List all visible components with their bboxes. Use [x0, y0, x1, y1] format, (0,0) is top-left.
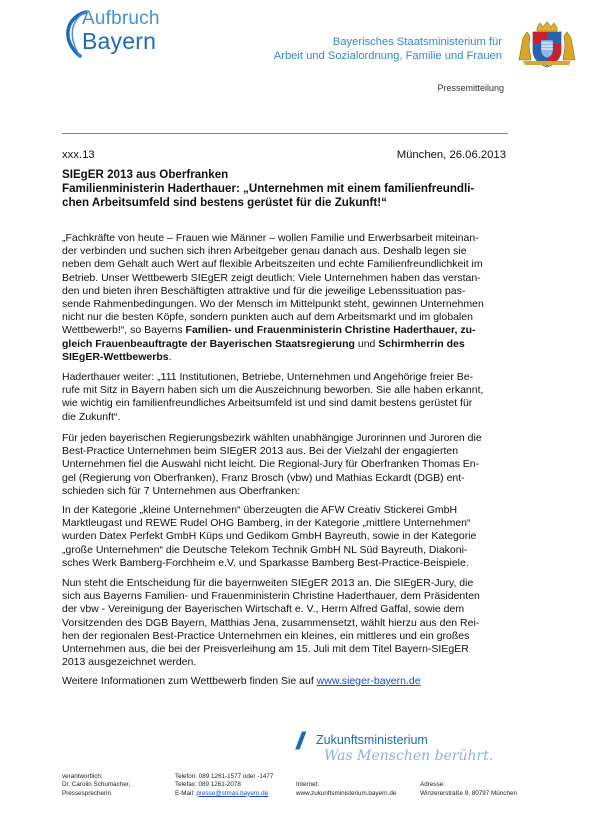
paragraph-6 [62, 675, 508, 688]
text-line: neben dem Gehalt auch Wert auf flexible Arbeitszeiten und echte Familienfreundlichkeit im [62, 258, 483, 271]
bold-span: Schirmherrin des [378, 337, 465, 350]
text-line [62, 324, 508, 337]
text-line: der verbinden und suchen sich ihren Arbeitgeber genau danach aus. Deshalb legen sie [62, 245, 467, 258]
text-line: „große Unternehmen“ die Deutsche Telekom Technik GmbH NL Süd Bayreuth, Diakoni- [62, 543, 468, 556]
footer-phone: Telefon: 089 1261-1577 oder -1477 [175, 773, 274, 780]
text-line: hen der regionalen Best-Practice Unternehmen ein kleines, ein mittleres und ein großes [62, 629, 470, 642]
text-line: den und bieten ihren Beschäftigten attraktive und für die jeweilige Lebenssituation pas- [62, 284, 466, 297]
text-span: Wettbewerb!“, so Bayerns [62, 324, 186, 337]
text-line: Für jeden bayerischen Regierungsbezirk wählten unabhängige Jurorinnen und Juroren die [62, 432, 482, 444]
title-line-1: SIEgER 2013 aus Oberfranken [62, 168, 229, 181]
footer-address [420, 773, 517, 798]
logo-text-bayern: Bayern [82, 28, 157, 54]
text-line: Unternehmen aus, die bei der Preisverleihung am 15. Juli mit dem Titel Bayern-SIEgER [62, 643, 469, 656]
text-line: Haderthauer weiter: „111 Institutionen, Betriebe, Unternehmen und Angehörige freier Be- [62, 371, 474, 383]
footer-label: verantwortlich: [62, 773, 103, 780]
text-line: Marktleugast und REWE Rudel OHG Bamberg, in der Kategorie „mittlere Unternehmen“ [62, 517, 471, 530]
reference-number: xxx.13 [62, 149, 95, 161]
text-line: sches Werk Bamberg-Forchheim e.V. und Sparkasse Bamberg Best-Practice-Beispiele. [62, 556, 469, 569]
text-line: In der Kategorie „kleine Unternehmen“ überzeugten die AFW Creativ Stickerei GmbH [62, 504, 458, 516]
bold-span: SIEgER-Wettbewerbs [62, 350, 169, 363]
ministry-line-2: Arbeit und Sozialordnung, Familie und Frauen [273, 50, 502, 62]
text-span: Weitere Informationen zum Wettbewerb finden Sie auf [62, 675, 317, 687]
footer-email [175, 790, 273, 798]
logo-text-aufbruch: Aufbruch [82, 8, 160, 29]
footer-label: Internet: [296, 781, 320, 789]
text-line: Nun steht die Entscheidung für die bayernweiten SIEgER 2013 an. Die SIEgER-Jury, die [62, 577, 474, 589]
header-divider [62, 133, 508, 134]
email-label: E-Mail: [175, 789, 197, 797]
text-line: gel (Regierung von Oberfranken), Franz Brosch (vbw) und Mathias Eckardt (DGB) ent- [62, 471, 465, 484]
press-email-link[interactable]: presse@stmas.bayern.de [196, 789, 269, 797]
paragraph-3 [62, 432, 508, 498]
ministry-line-1: Bayerisches Staatsministerium für [332, 36, 502, 48]
footer-fax: Telefax: 089 1261-2078 [175, 781, 241, 789]
footer-spacer [296, 773, 396, 781]
bavarian-coat-of-arms-icon [515, 20, 579, 70]
text-line: Best-Practice Unternehmen beim SIEgER 2013 aus. Bei der Vielzahl der engagierten [62, 445, 459, 458]
text-span: und [354, 337, 379, 350]
press-release-title [62, 168, 508, 210]
text-line [62, 338, 508, 351]
text-line [62, 675, 508, 688]
text-line: „Fachkräfte von heute – Frauen wie Männer – wollen Familie und Erwerbsarbeit miteinan- [62, 232, 479, 244]
double-slash-icon: // [296, 728, 300, 755]
text-line: Betrieb. Unser Wettbewerb SIEgER zeigt deutlich: Viele Unternehmen haben das verstan- [62, 271, 481, 284]
text-line: 2013 ausgezeichnet werden. [62, 656, 197, 669]
footer-label: Adresse: [420, 781, 445, 789]
text-line [62, 351, 508, 364]
title-line-3: chen Arbeitsumfeld sind bestens gerüstet für die Zukunft!“ [62, 196, 387, 209]
footer-text: Pressesprecherin [62, 789, 111, 797]
footer-contact-numbers [175, 773, 273, 798]
footer-street: Winzererstraße 9, 80797 München [420, 789, 517, 797]
text-line: schieden sich für 7 Unternehmen aus Oberfranken: [62, 484, 301, 497]
bold-span: gleich Frauenbeauftragte der Bayerischen Staatsregierung [62, 337, 355, 350]
text-line: Vorsitzenden des DGB Bayern, Matthias Jena, zusammensetzt, wählt hierzu aus den Rei- [62, 616, 480, 629]
footer-internet [296, 773, 396, 798]
footer-website: www.zukunftsministerium.bayern.de [296, 789, 397, 797]
text-line: der vbw - Vereinigung der Bayerischen Wirtschaft e. V., Herrn Alfred Gaffal, sowie dem [62, 603, 465, 616]
text-line: rufe mit Sitz in Bayern haben sich um die Auszeichnung beworben. Sie alle haben erkannt, [62, 384, 484, 397]
paragraph-4 [62, 504, 508, 570]
text-line: Unternehmen fiel die Auswahl nicht leicht. Die Regional-Jury für Oberfranken Thomas En- [62, 458, 480, 471]
footer-spacer [420, 773, 517, 781]
text-span: . [168, 350, 172, 363]
text-line: die Zukunft“. [62, 410, 121, 423]
paragraph-2 [62, 371, 508, 424]
title-line-2: Familienministerin Haderthauer: „Unternehmen mit einem familienfreundli- [62, 182, 475, 195]
footer-contact-person [62, 773, 130, 798]
city-date: München, 26.06.2013 [396, 149, 506, 161]
text-line: sich aus Bayerns Familien- und Frauenministerin Christine Haderthauer, dem Präsidenten [62, 590, 480, 603]
text-line: nicht nur die besten Köpfe, sondern punkten auch auf dem Arbeitsmarkt und im globalen [62, 311, 473, 324]
paragraph-5 [62, 577, 508, 669]
ministry-slogan: Was Menschen berührt. [324, 748, 494, 764]
text-line: wurden Datex Perfekt GmbH Küps und Gedikom GmbH Bayreuth, sowie in der Kategorie [62, 530, 477, 543]
sieger-website-link[interactable]: www.sieger-bayern.de [316, 675, 421, 687]
paragraph-1 [62, 232, 508, 364]
aufbruch-bayern-logo [60, 8, 170, 60]
minister-name-bold: Familien- und Frauenministerin Christine Haderthauer, zu- [185, 324, 476, 337]
zukunftsministerium-logo [296, 728, 506, 768]
zukunftsministerium-wordmark: Zukunftsministerium [316, 733, 428, 747]
ministry-name [262, 35, 502, 63]
text-line: sende Rahmenbedingungen. Wo der Mensch im Mittelpunkt steht, gewinnen Unternehmen [62, 298, 484, 311]
footer-text: Dr. Carolin Schumacher, [62, 781, 131, 789]
text-line: wie wichtig ein familienfreundliches Arbeitsumfeld ist und sind damit bestens gerüstet für [62, 397, 473, 410]
document-type-label: Pressemitteilung [437, 83, 504, 93]
